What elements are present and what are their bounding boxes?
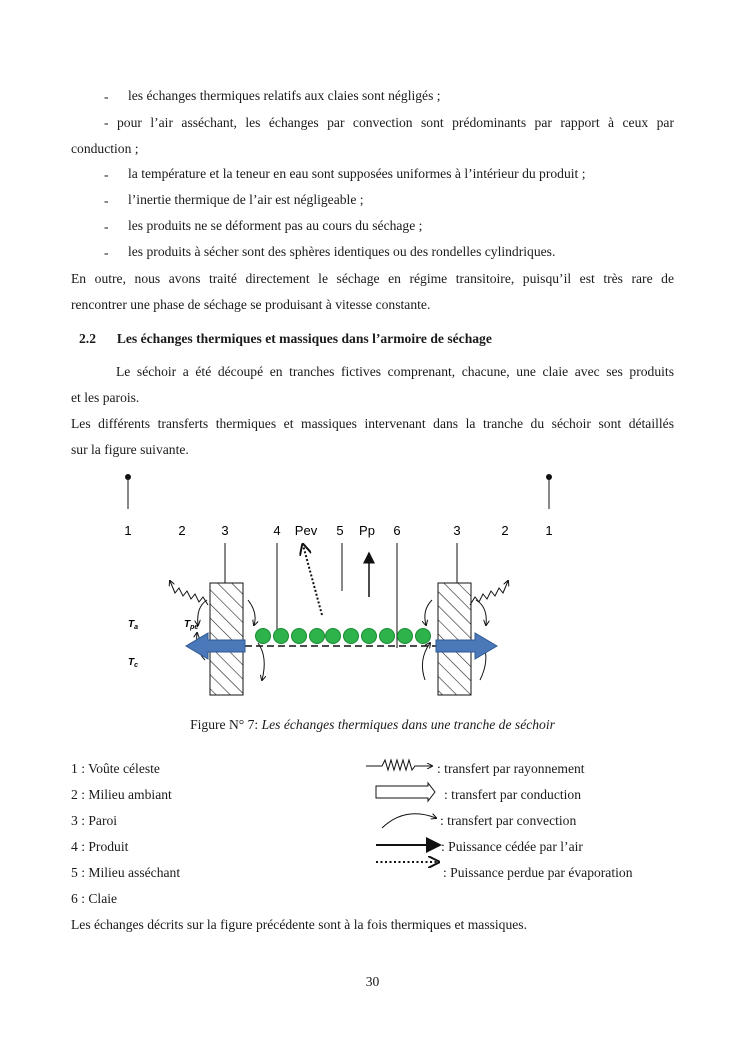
label-pp: Pp bbox=[359, 523, 375, 538]
wall-right bbox=[438, 583, 471, 695]
paragraph-line: conduction ; bbox=[71, 141, 139, 156]
section-heading bbox=[79, 330, 492, 348]
legend-symbol-text: : transfert par conduction bbox=[444, 787, 582, 802]
label-3-left: 3 bbox=[221, 523, 229, 538]
paragraph-line: - pour l’air asséchant, les échanges par convection sont prédominants par rapport à ceux par bbox=[104, 115, 674, 130]
section-title: Les échanges thermiques et massiques dans l’armoire de séchage bbox=[116, 331, 492, 346]
convection-arc bbox=[248, 600, 255, 625]
paragraph-line: Le séchoir a été découpé en tranches fictives comprenant, chacune, une claie avec ses produits bbox=[116, 364, 674, 379]
legend-item: 6 : Claie bbox=[71, 891, 118, 906]
label-2-left: 2 bbox=[178, 523, 186, 538]
paragraph-line: Les différents transferts thermiques et massiques intervenant dans la tranche du séchoir sont détaillés bbox=[71, 416, 674, 431]
product-sphere bbox=[274, 629, 289, 644]
pev-arrow bbox=[303, 545, 322, 615]
bullet-text: les produits ne se déforment pas au cours du séchage ; bbox=[128, 218, 423, 233]
convection-arc bbox=[422, 643, 430, 680]
caption-prefix: Figure N° 7: bbox=[190, 717, 262, 732]
label-tpe: $T_{pe}$ bbox=[184, 619, 199, 631]
sky-pin-right-head bbox=[546, 474, 552, 480]
bullet-dash: - bbox=[104, 89, 109, 104]
legend-item: 2 : Milieu ambiant bbox=[71, 787, 172, 802]
bullet-dash: - bbox=[104, 245, 109, 260]
wall-left bbox=[210, 583, 243, 695]
bullet-text: les échanges thermiques relatifs aux claies sont négligés ; bbox=[128, 88, 441, 103]
legend-item: 3 : Paroi bbox=[71, 813, 118, 828]
convection-arc bbox=[258, 643, 264, 680]
legend-item: 5 : Milieu asséchant bbox=[71, 865, 181, 880]
product-sphere bbox=[292, 629, 307, 644]
convection-arc bbox=[476, 600, 486, 625]
bullet-text: les produits à sécher sont des sphères identiques ou des rondelles cylindriques. bbox=[128, 244, 556, 259]
legend-item: 1 : Voûte céleste bbox=[71, 761, 160, 776]
legend-symbol-text: : transfert par convection bbox=[440, 813, 577, 828]
section-number: 2.2 bbox=[79, 331, 96, 346]
closing-sentence: Les échanges décrits sur la figure précédente sont à la fois thermiques et massiques. bbox=[71, 917, 527, 932]
label-ta: $T_a$ bbox=[128, 619, 139, 631]
label-tc: $T_c$ bbox=[128, 657, 139, 669]
paragraph-line: rencontrer une phase de séchage se produisant à vitesse constante. bbox=[71, 297, 431, 312]
legend-symbol-text: : Puissance cédée par l’air bbox=[441, 839, 583, 854]
sky-pin-left-head bbox=[125, 474, 131, 480]
product-sphere bbox=[310, 629, 325, 644]
label-2-right: 2 bbox=[501, 523, 509, 538]
legend-symbol-text: : Puissance perdue par évaporation bbox=[443, 865, 633, 880]
product-sphere bbox=[416, 629, 431, 644]
product-sphere bbox=[256, 629, 271, 644]
paragraph-line: En outre, nous avons traité directement le séchage en régime transitoire, puisqu’il est très rare de bbox=[71, 271, 674, 286]
dryer-slice-figure bbox=[0, 465, 745, 705]
legend-item: 4 : Produit bbox=[71, 839, 129, 854]
product-sphere bbox=[326, 629, 341, 644]
bullet-text: l’inertie thermique de l’air est négligeable ; bbox=[128, 192, 364, 207]
convection-arc bbox=[425, 600, 432, 625]
product-sphere bbox=[380, 629, 395, 644]
label-3-right: 3 bbox=[453, 523, 461, 538]
product-sphere bbox=[398, 629, 413, 644]
radiation-symbol bbox=[366, 760, 432, 770]
label-6: 6 bbox=[393, 523, 401, 538]
figure-caption bbox=[0, 716, 745, 734]
paragraph-line: sur la figure suivante. bbox=[71, 442, 189, 457]
label-1-right: 1 bbox=[545, 523, 553, 538]
product-sphere bbox=[362, 629, 377, 644]
legend-symbol-text: : transfert par rayonnement bbox=[437, 761, 585, 776]
paragraph-line: et les parois. bbox=[71, 390, 140, 405]
radiation-zigzag-right bbox=[470, 581, 508, 605]
caption-title: Les échanges thermiques dans une tranche de séchoir bbox=[261, 717, 555, 732]
product-sphere bbox=[344, 629, 359, 644]
label-5: 5 bbox=[336, 523, 344, 538]
conduction-symbol bbox=[376, 783, 435, 801]
page-number: 30 bbox=[365, 974, 380, 989]
products-row bbox=[256, 629, 431, 644]
bullet-text: la température et la teneur en eau sont supposées uniformes à l’intérieur du produit ; bbox=[128, 166, 586, 181]
bullet-dash: - bbox=[104, 219, 109, 234]
radiation-zigzag-left bbox=[170, 581, 208, 605]
label-4: 4 bbox=[273, 523, 281, 538]
label-1-left: 1 bbox=[124, 523, 132, 538]
bullet-dash: - bbox=[104, 193, 109, 208]
label-pev: Pev bbox=[294, 523, 318, 538]
convection-symbol bbox=[382, 814, 436, 828]
bullet-dash: - bbox=[104, 167, 109, 182]
convection-arc bbox=[198, 600, 207, 625]
